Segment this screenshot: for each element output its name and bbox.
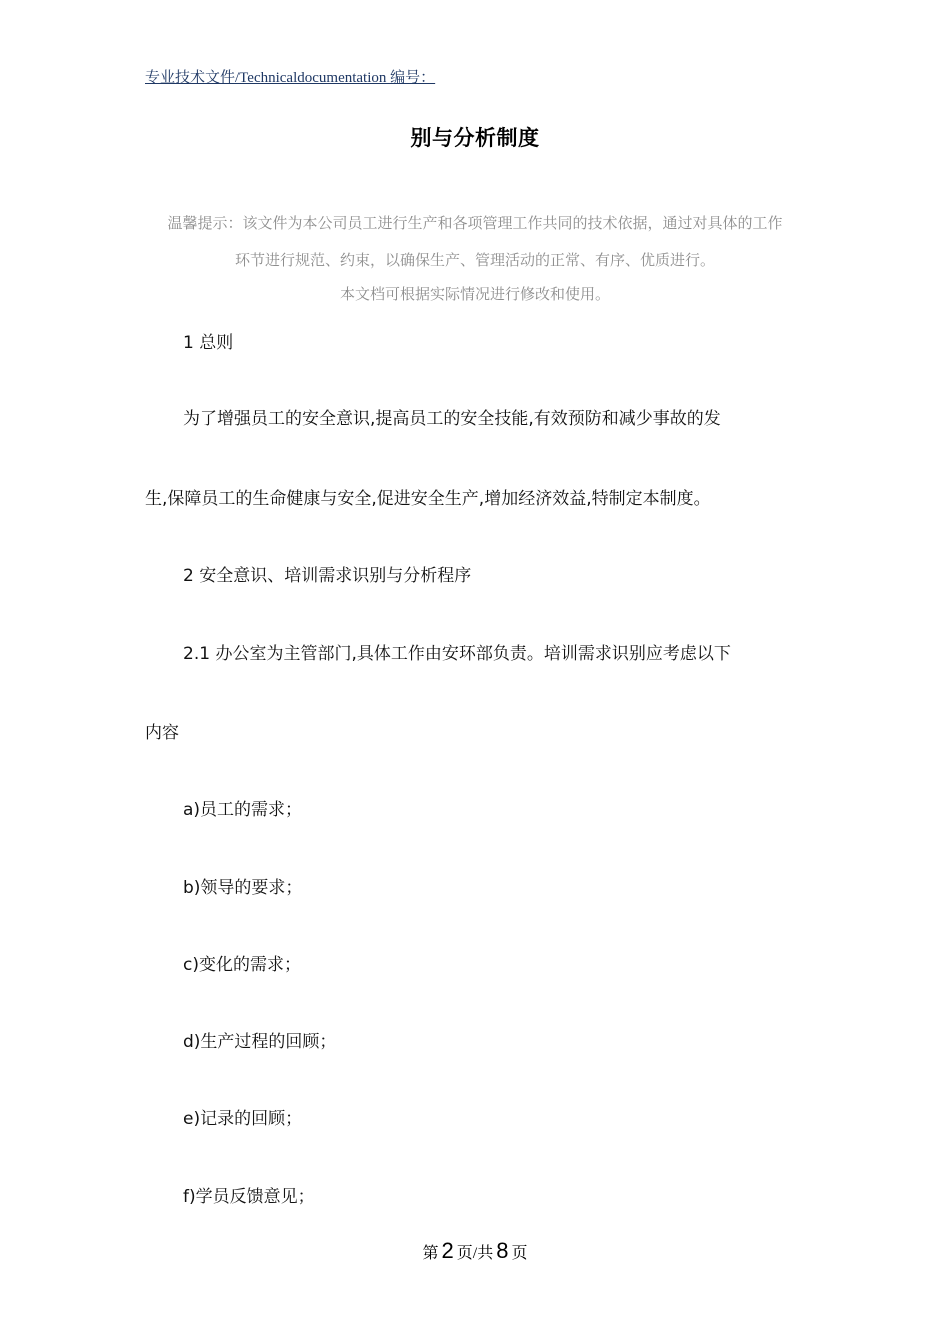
- section-heading-general: 1 总则: [183, 333, 234, 353]
- tip-line-1: 温馨提示：该文件为本公司员工进行生产和各项管理工作共同的技术依据，通过对具体的工作: [167, 214, 783, 232]
- current-page-number: 2: [441, 1238, 454, 1263]
- section-heading-procedure: 2 安全意识、培训需求识别与分析程序: [183, 566, 472, 586]
- list-item: f)学员反馈意见；: [183, 1187, 315, 1207]
- list-item: a)员工的需求；: [183, 800, 303, 820]
- page-number-footer: [0, 1238, 950, 1264]
- list-item: c)变化的需求；: [183, 955, 301, 975]
- list-item: e)记录的回顾；: [183, 1109, 303, 1129]
- document-title: 别与分析制度: [410, 126, 540, 150]
- paragraph-clause-2-1-line-1: 2.1 办公室为主管部门,具体工作由安环部负责。培训需求识别应考虑以下: [183, 644, 731, 664]
- total-page-number: 8: [496, 1238, 509, 1263]
- paragraph-clause-2-1-line-2: 内容: [145, 723, 179, 743]
- footer-middle: 页/共: [456, 1245, 494, 1262]
- paragraph-purpose-line-2: 生,保障员工的生命健康与安全,促进安全生产,增加经济效益,特制定本制度。: [145, 489, 711, 509]
- list-item: d)生产过程的回顾；: [183, 1032, 337, 1052]
- list-item: b)领导的要求；: [183, 878, 303, 898]
- footer-prefix: 第: [422, 1245, 439, 1262]
- tip-line-2: 环节进行规范、约束，以确保生产、管理活动的正常、有序、优质进行。: [234, 251, 715, 269]
- document-header: 专业技术文件/Technicaldocumentation 编号：: [145, 70, 436, 86]
- tip-line-3: 本文档可根据实际情况进行修改和使用。: [339, 285, 610, 303]
- footer-suffix: 页: [511, 1245, 528, 1262]
- paragraph-purpose-line-1: 为了增强员工的安全意识,提高员工的安全技能,有效预防和减少事故的发: [183, 409, 721, 429]
